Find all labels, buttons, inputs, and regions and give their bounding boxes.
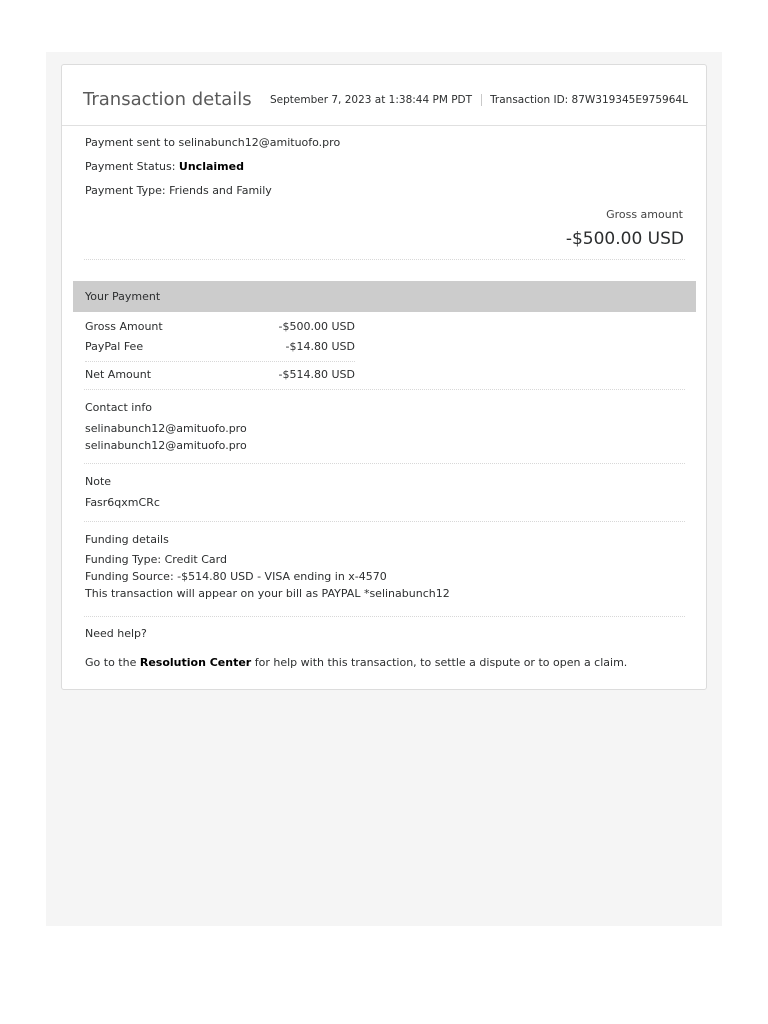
note-value: Fasr6qxmCRc — [85, 496, 160, 509]
funding-source: Funding Source: -$514.80 USD - VISA ending in x-4570 — [85, 570, 387, 583]
net-amount-value: -$514.80 USD — [278, 368, 355, 381]
help-suffix: for help with this transaction, to settle a dispute or to open a claim. — [254, 656, 628, 669]
sent-to-label: Payment sent to — [85, 136, 175, 149]
status-value: Unclaimed — [178, 160, 244, 173]
type-value: Friends and Family — [169, 184, 272, 197]
payment-row-label: Gross Amount — [85, 320, 163, 333]
meta-separator — [481, 94, 482, 106]
your-payment-title: Your Payment — [85, 290, 161, 303]
transaction-date: September 7, 2023 at 1:38:44 PM PDT — [270, 94, 473, 106]
transaction-meta — [270, 94, 688, 106]
funding-bill-descriptor: This transaction will appear on your bill as PAYPAL *selinabunch12 — [85, 587, 450, 600]
payment-type — [85, 184, 272, 197]
payment-status — [85, 160, 244, 173]
payment-row-amount: -$14.80 USD — [285, 340, 355, 353]
net-amount-label: Net Amount — [85, 368, 152, 381]
help-text — [85, 656, 627, 669]
help-prefix: Go to the — [85, 656, 137, 669]
gross-amount-value: -$500.00 USD — [565, 229, 684, 249]
note-title: Note — [85, 475, 112, 488]
payment-divider — [84, 389, 685, 390]
contact-divider — [84, 463, 685, 464]
payment-sent-to — [85, 136, 340, 149]
contact-info-title: Contact info — [85, 401, 152, 414]
card-header — [62, 65, 706, 126]
payment-row-amount: -$500.00 USD — [278, 320, 355, 333]
contact-email-2[interactable]: selinabunch12@amituofo.pro — [85, 439, 247, 452]
net-divider — [85, 361, 355, 362]
resolution-center-link[interactable]: Resolution Center — [139, 656, 252, 669]
sent-to-email[interactable]: selinabunch12@amituofo.pro — [178, 136, 341, 149]
funding-title: Funding details — [85, 533, 169, 546]
funding-divider — [84, 616, 685, 617]
need-help-title: Need help? — [85, 627, 147, 640]
transaction-details-card — [61, 64, 707, 690]
page-title: Transaction details — [83, 89, 252, 110]
gross-amount-label: Gross amount — [606, 208, 683, 221]
type-label: Payment Type: — [85, 184, 166, 197]
transaction-id: Transaction ID: 87W319345E975964L — [490, 94, 688, 106]
funding-type: Funding Type: Credit Card — [85, 553, 227, 566]
payment-row-label: PayPal Fee — [85, 340, 144, 353]
summary-divider — [84, 259, 685, 260]
status-label: Payment Status: — [85, 160, 176, 173]
contact-email-1[interactable]: selinabunch12@amituofo.pro — [85, 422, 247, 435]
note-divider — [84, 521, 685, 522]
your-payment-header — [73, 281, 696, 312]
